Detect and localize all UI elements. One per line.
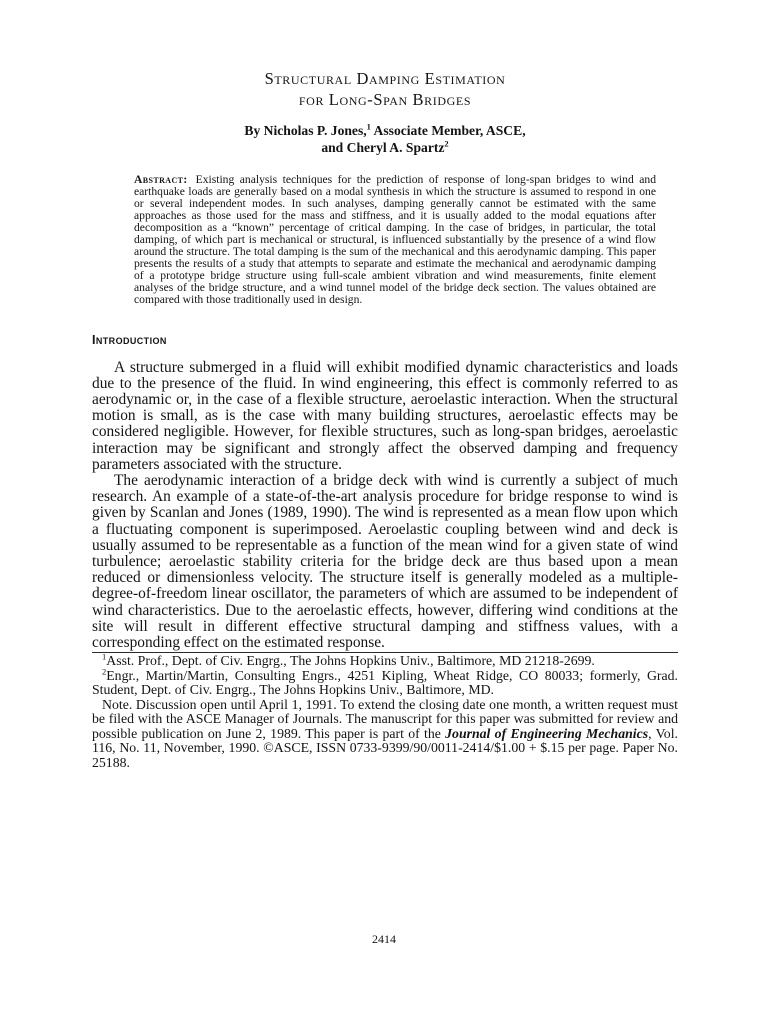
footnotes — [92, 651, 678, 770]
abstract-text: Existing analysis techniques for the prediction of response of long-span bridges to wind and earthquake loads are generally based on a modal synthesis in which the structure is assumed to respond in one or several independent modes. In such analyses, damping generally cannot be estimated with the same approaches as those used for the mass and stiffness, and it is usually added to the modal equations after decomposition as a “known” percentage of critical damping. In the case of bridges, in particular, the total damping, of which part is mechanical or structural, is influenced substantially by the presence of a wind flow around the structure. The total damping is the sum of the mechanical and this aerodynamic damping. This paper presents the results of a study that attempts to separate and estimate the mechanical and aerodynamic damping of a prototype bridge structure using full-scale ambient vibration and wind measurements, finite element analyses of the bridge structure, and a wind tunnel model of the bridge deck section. The values obtained are compared with those traditionally used in design. — [134, 173, 656, 307]
author-line-1 — [92, 122, 678, 139]
paper-page — [92, 68, 678, 770]
body-text — [92, 360, 678, 652]
title-line-2: for Long-Span Bridges — [298, 90, 472, 109]
author-name-1: By Nicholas P. Jones, — [244, 123, 367, 138]
journal-name: Journal of Engineering Mechanics — [445, 725, 649, 741]
author-affiliation: Associate Member, ASCE, — [370, 123, 526, 138]
footnote-1-mark: 1 — [102, 651, 107, 662]
abstract — [134, 174, 656, 307]
paper-title — [92, 68, 678, 110]
section-heading: Introduction — [92, 332, 167, 347]
footnote-2-text: Engr., Martin/Martin, Consulting Engrs., 4251 Kipling, Wheat Ridge, CO 80033; formerly, Grad. Student, Dept. of Civ. Engrg., The Johns Hopkins Univ., Baltimore, MD. — [92, 667, 678, 698]
footnote-2 — [92, 666, 678, 698]
paragraph: A structure submerged in a fluid will exhibit modified dynamic characteristics and loads due to the presence of the fluid. In wind engineering, this effect is commonly referred to as aerodynamic or, in the case of a flexible structure, aeroelastic interaction. When the structural motion is small, as is the case with many building structures, aeroelastic effects may be considered negligible. However, for flexible structures, such as long-span bridges, aeroelastic interaction may be significant and strongly affect the observed damping and frequency parameters associated with the structure. — [92, 358, 678, 473]
footnote-2-mark: 2 — [102, 666, 107, 677]
title-line-1: Structural Damping Estimation — [264, 69, 506, 88]
abstract-label: Abstract: — [134, 173, 188, 186]
discussion-note — [92, 698, 678, 771]
author-block — [92, 122, 678, 156]
footnote-1-text: Asst. Prof., Dept. of Civ. Engrg., The Johns Hopkins Univ., Baltimore, MD 21218-2699. — [106, 653, 595, 669]
page-number: 2414 — [372, 932, 396, 946]
footnote-marker-1: 1 — [366, 121, 371, 132]
author-name-2: and Cheryl A. Spartz — [321, 140, 445, 155]
note-text-end: , Vol. 116, No. 11, November, 1990. ©ASCE, ISSN 0733-9399/90/0011-2414/$1.00 + $.15 per page. Paper No. 25188. — [92, 725, 678, 770]
author-line-2 — [92, 139, 678, 156]
paragraph: The aerodynamic interaction of a bridge deck with wind is currently a subject of much research. An example of a state-of-the-art analysis procedure for bridge response to wind is given by Scanlan and Jones (1989, 1990). The wind is represented as a mean flow upon which a fluctuating component is superimposed. Aeroelastic coupling between wind and deck is usually assumed to be representable as a function of the mean wind for a given state of wind turbulence; aeroelastic stability criteria for the bridge deck are thus based upon a mean reduced or dimensionless velocity. The structure itself is generally modeled as a multiple-degree-of-freedom linear oscillator, the parameters of which are assumed to be independent of wind characteristics. Due to the aeroelastic effects, however, differing wind conditions at the site will result in different effective structural damping and stiffness values, with a corresponding effect on the estimated response. — [92, 471, 678, 651]
footnote-1 — [92, 651, 678, 669]
footnote-marker-2: 2 — [444, 138, 449, 149]
note-text-start: Note. Discussion open until April 1, 1991. To extend the closing date one month, a written request must be filed with the ASCE Manager of Journals. The manuscript for this paper was submitted for review and possible publication on June 2, 1989. This paper is part of the — [92, 696, 678, 741]
